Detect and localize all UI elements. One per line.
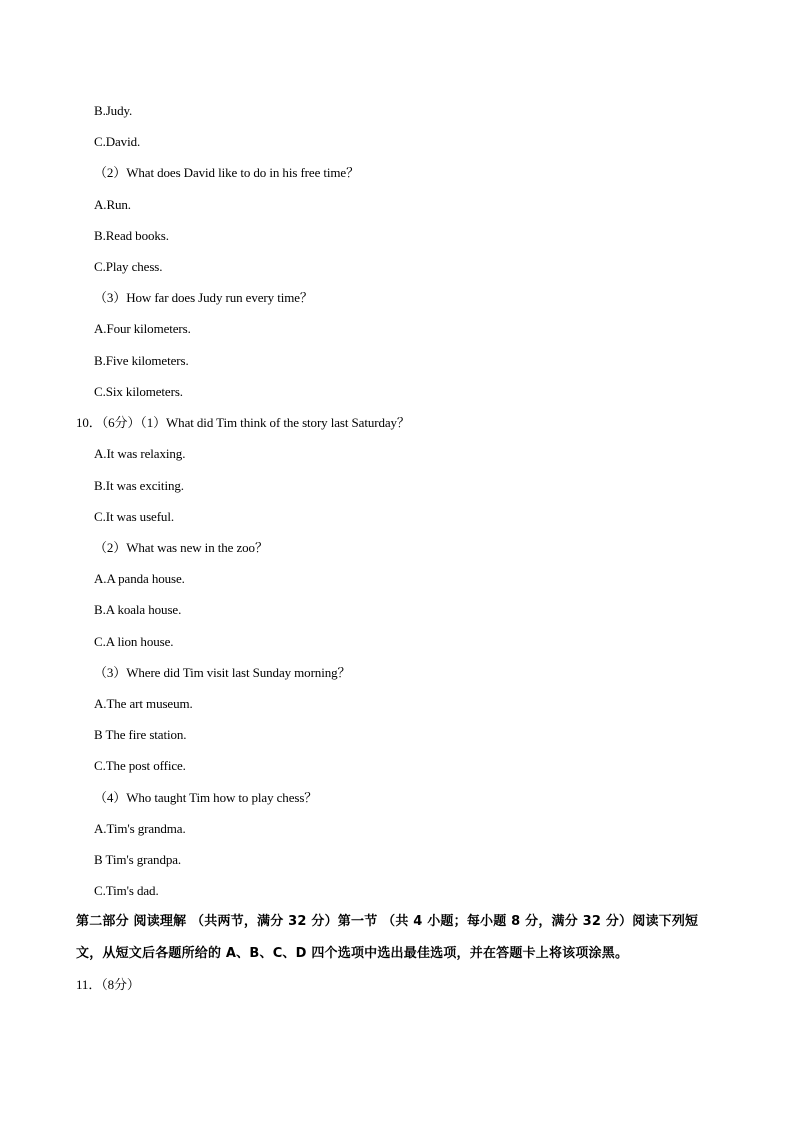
option-b-grandpa: B Tim's grandpa. [94,852,182,867]
option-a-panda-house: A.A panda house. [94,571,185,586]
question-10-heading: 10．（6分）（1）What did Tim think of the story last Saturday？ [76,415,410,430]
section-2-instructions-line-1: 第二部分 阅读理解 （共两节，满分 32 分）第一节 （共 4 小题；每小题 8 分，满分 32 分）阅读下列短 [76,914,699,929]
option-b-five-km: B.Five kilometers. [94,353,189,368]
option-a-relaxing: A.It was relaxing. [94,446,186,461]
question-3-judy-run: （3）How far does Judy run every time？ [94,290,313,305]
question-3-tim-visit: （3）Where did Tim visit last Sunday morning？ [94,665,351,680]
section-2-instructions-line-2: 文，从短文后各题所给的 A、B、C、D 四个选项中选出最佳选项，并在答题卡上将该项涂黑。 [76,946,629,961]
option-b-judy: B.Judy. [94,103,133,118]
question-11-heading: 11．（8分） [76,977,140,992]
option-a-grandma: A.Tim's grandma. [94,821,186,836]
option-a-art-museum: A.The art museum. [94,696,193,711]
option-b-koala-house: B.A koala house. [94,602,182,617]
option-c-lion-house: C.A lion house. [94,634,174,649]
question-2-david-free-time: （2）What does David like to do in his free time？ [94,165,359,180]
option-c-david: C.David. [94,134,141,149]
option-c-post-office: C.The post office. [94,758,186,773]
option-c-play-chess: C.Play chess. [94,259,163,274]
option-b-exciting: B.It was exciting. [94,478,184,493]
question-4-chess-teacher: （4）Who taught Tim how to play chess？ [94,790,318,805]
option-c-useful: C.It was useful. [94,509,174,524]
option-a-four-km: A.Four kilometers. [94,321,191,336]
option-b-read-books: B.Read books. [94,228,169,243]
question-2-zoo: （2）What was new in the zoo？ [94,540,268,555]
option-a-run: A.Run. [94,197,131,212]
option-c-six-km: C.Six kilometers. [94,384,183,399]
option-c-dad: C.Tim's dad. [94,883,159,898]
option-b-fire-station: B The fire station. [94,727,187,742]
